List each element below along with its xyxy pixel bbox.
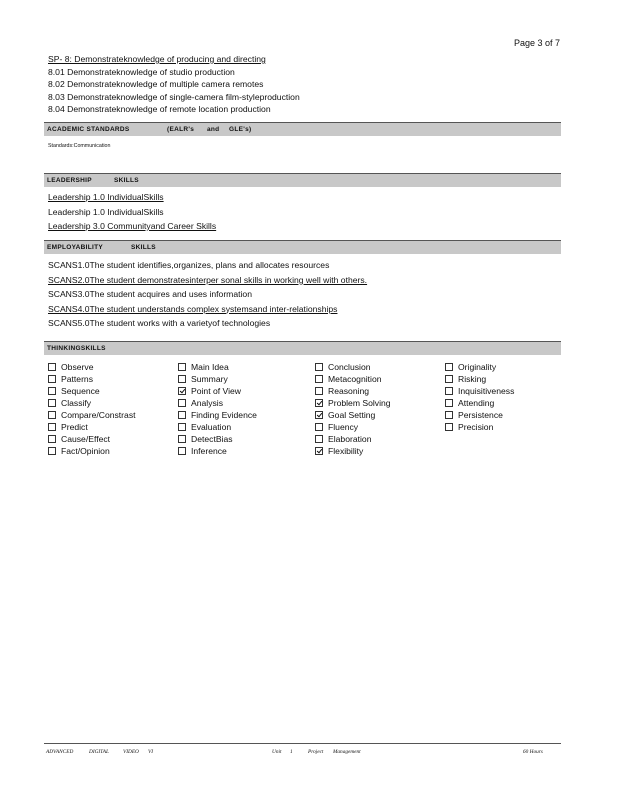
checkbox-label: Flexibility — [328, 446, 364, 456]
checkbox-label: Finding Evidence — [191, 410, 257, 420]
checkbox-label: Risking — [458, 374, 487, 384]
list-item: SCANS2.0The student demonstratesinterper sonal skills in working well with others. — [48, 274, 368, 285]
checkbox-row[interactable] — [315, 385, 391, 397]
checkbox-label: Classify — [61, 398, 92, 408]
checkbox[interactable] — [48, 447, 56, 455]
academic-standards-header — [44, 123, 561, 136]
checkbox[interactable] — [178, 363, 186, 371]
checkbox-label: Analysis — [191, 398, 223, 408]
checkbox-label: Summary — [191, 374, 228, 384]
checkbox-label: Reasoning — [328, 386, 370, 396]
checkbox[interactable] — [48, 363, 56, 371]
checkbox[interactable] — [48, 375, 56, 383]
checkbox[interactable] — [445, 387, 453, 395]
checkbox-label: Compare/Constrast — [61, 410, 136, 420]
checkbox-label: Inquisitiveness — [458, 386, 515, 396]
employability-list — [48, 258, 367, 331]
leadership-list — [48, 190, 216, 234]
checkbox-row[interactable] — [315, 433, 391, 445]
checkbox-label: DetectBias — [191, 434, 233, 444]
checkbox-label: Predict — [61, 422, 88, 432]
checkbox-row[interactable] — [445, 421, 514, 433]
list-item: SCANS1.0The student identifies,organizes, plans and allocates resources — [48, 260, 330, 270]
checkbox-row[interactable] — [315, 409, 391, 421]
footer-course: DIGITAL — [89, 749, 109, 755]
employability-header — [44, 241, 561, 254]
checkbox[interactable] — [315, 411, 323, 419]
checkbox[interactable] — [48, 423, 56, 431]
thinking-column — [315, 361, 391, 457]
list-item: Leadership 1.0 IndividualSkills — [48, 192, 164, 202]
checkbox-label: Cause/Effect — [61, 434, 111, 444]
academic-subheading: and — [207, 126, 220, 133]
standard-block — [48, 53, 300, 116]
checkbox-label: Fact/Opinion — [61, 446, 110, 456]
checkbox[interactable] — [48, 435, 56, 443]
checkbox-label: Evaluation — [191, 422, 232, 432]
leadership-heading-b: SKILLS — [114, 177, 139, 184]
list-item: Leadership 1.0 IndividualSkills — [48, 206, 164, 217]
checkbox[interactable] — [445, 423, 453, 431]
thinking-column — [445, 361, 514, 433]
thinking-skills-header — [44, 342, 561, 355]
list-item: SCANS5.0The student works with a varietyof technologies — [48, 318, 271, 328]
checkbox-row[interactable] — [315, 373, 391, 385]
checkbox-label: Attending — [458, 398, 495, 408]
checkbox[interactable] — [315, 387, 323, 395]
checkbox[interactable] — [315, 375, 323, 383]
leadership-header — [44, 174, 561, 187]
checkbox-label: Patterns — [61, 374, 94, 384]
checkbox[interactable] — [178, 375, 186, 383]
academic-subheading: GLE's) — [229, 126, 252, 133]
checkbox-row[interactable] — [315, 397, 391, 409]
footer-hours: 60 Hours — [523, 749, 543, 755]
checkbox-row[interactable] — [178, 445, 257, 457]
checkbox-row[interactable] — [178, 409, 257, 421]
checkbox-row[interactable] — [445, 385, 514, 397]
checkbox[interactable] — [445, 399, 453, 407]
checkbox[interactable] — [315, 399, 323, 407]
footer-course: VI — [148, 749, 153, 755]
checkbox-label: Sequence — [61, 386, 100, 396]
checkbox-row[interactable] — [48, 433, 136, 445]
checkbox-row[interactable] — [445, 361, 514, 373]
checkbox-row[interactable] — [48, 385, 136, 397]
checkbox[interactable] — [178, 399, 186, 407]
checkbox[interactable] — [315, 435, 323, 443]
checkbox-row[interactable] — [178, 361, 257, 373]
checkbox-label: Originality — [458, 362, 497, 372]
footer-course: VIDEO — [123, 749, 139, 755]
checkbox-label: Fluency — [328, 422, 359, 432]
checkbox-label: Observe — [61, 362, 94, 372]
footer-unit: Unit — [272, 749, 282, 755]
checkbox-row[interactable] — [48, 361, 136, 373]
checkbox[interactable] — [178, 411, 186, 419]
academic-subheading: (EALR's — [167, 126, 195, 133]
standard-item: 8.04 Demonstrateknowledge of remote location production — [48, 104, 271, 114]
checkbox-row[interactable] — [315, 445, 391, 457]
checkbox-label: Elaboration — [328, 434, 372, 444]
checkbox-row[interactable] — [48, 397, 136, 409]
checkbox[interactable] — [178, 387, 186, 395]
checkbox[interactable] — [178, 447, 186, 455]
footer-unit: Management — [333, 749, 361, 755]
list-item: SCANS3.0The student acquires and uses information — [48, 289, 252, 299]
employability-heading-b: SKILLS — [131, 244, 156, 251]
checkbox[interactable] — [315, 447, 323, 455]
checkbox-row[interactable] — [315, 421, 391, 433]
standard-item: 8.01 Demonstrateknowledge of studio production — [48, 66, 235, 77]
checkbox[interactable] — [48, 387, 56, 395]
checkbox-row[interactable] — [178, 433, 257, 445]
employability-heading: EMPLOYABILITY — [47, 244, 104, 251]
list-item: SCANS4.0The student understands complex systemsand inter-relationships — [48, 303, 338, 314]
standard-title: SP- 8: Demonstrateknowledge of producing and directing — [48, 54, 266, 64]
checkbox-row[interactable] — [315, 361, 391, 373]
academic-heading: ACADEMIC STANDARDS — [47, 126, 130, 133]
checkbox-label: Conclusion — [328, 362, 371, 372]
checkbox[interactable] — [315, 423, 323, 431]
thinking-heading: THINKINGSKILLS — [47, 345, 106, 352]
checkbox[interactable] — [445, 363, 453, 371]
footer-course: ADVANCED — [46, 749, 74, 755]
standard-item: 8.03 Demonstrateknowledge of single-camera film-styleproduction — [48, 91, 300, 102]
checkbox-row[interactable] — [178, 373, 257, 385]
checkbox[interactable] — [48, 411, 56, 419]
checkbox-row[interactable] — [178, 385, 257, 397]
checkbox-label: Precision — [458, 422, 494, 432]
footer-unit: Project — [308, 749, 324, 755]
checkbox-row[interactable] — [445, 409, 514, 421]
leadership-heading: LEADERSHIP — [47, 177, 92, 184]
standard-item: 8.02 Demonstrateknowledge of multiple camera remotes — [48, 79, 264, 89]
checkbox[interactable] — [178, 423, 186, 431]
checkbox[interactable] — [48, 399, 56, 407]
thinking-column — [178, 361, 257, 457]
footer-unit: 1 — [290, 749, 293, 755]
checkbox-row[interactable] — [178, 397, 257, 409]
page-number: Page 3 of 7 — [514, 38, 561, 48]
checkbox-label: Main Idea — [191, 362, 229, 372]
checkbox[interactable] — [178, 435, 186, 443]
standards-line: Standards:Communication — [48, 143, 111, 149]
checkbox-row[interactable] — [445, 397, 514, 409]
checkbox-label: Point of View — [191, 386, 242, 396]
checkbox[interactable] — [315, 363, 323, 371]
checkbox-row[interactable] — [178, 421, 257, 433]
checkbox-label: Inference — [191, 446, 227, 456]
checkbox-label: Problem Solving — [328, 398, 391, 408]
checkbox-row[interactable] — [48, 373, 136, 385]
checkbox[interactable] — [445, 375, 453, 383]
thinking-column — [48, 361, 136, 457]
checkbox-label: Goal Setting — [328, 410, 376, 420]
checkbox[interactable] — [445, 411, 453, 419]
checkbox-row[interactable] — [48, 409, 136, 421]
checkbox-row[interactable] — [445, 373, 514, 385]
checkbox-row[interactable] — [48, 421, 136, 433]
checkbox-label: Metacognition — [328, 374, 382, 384]
checkbox-row[interactable] — [48, 445, 136, 457]
footer-divider — [44, 743, 561, 744]
checkbox-label: Persistence — [458, 410, 503, 420]
list-item: Leadership 3.0 Communityand Career Skills — [48, 221, 217, 231]
